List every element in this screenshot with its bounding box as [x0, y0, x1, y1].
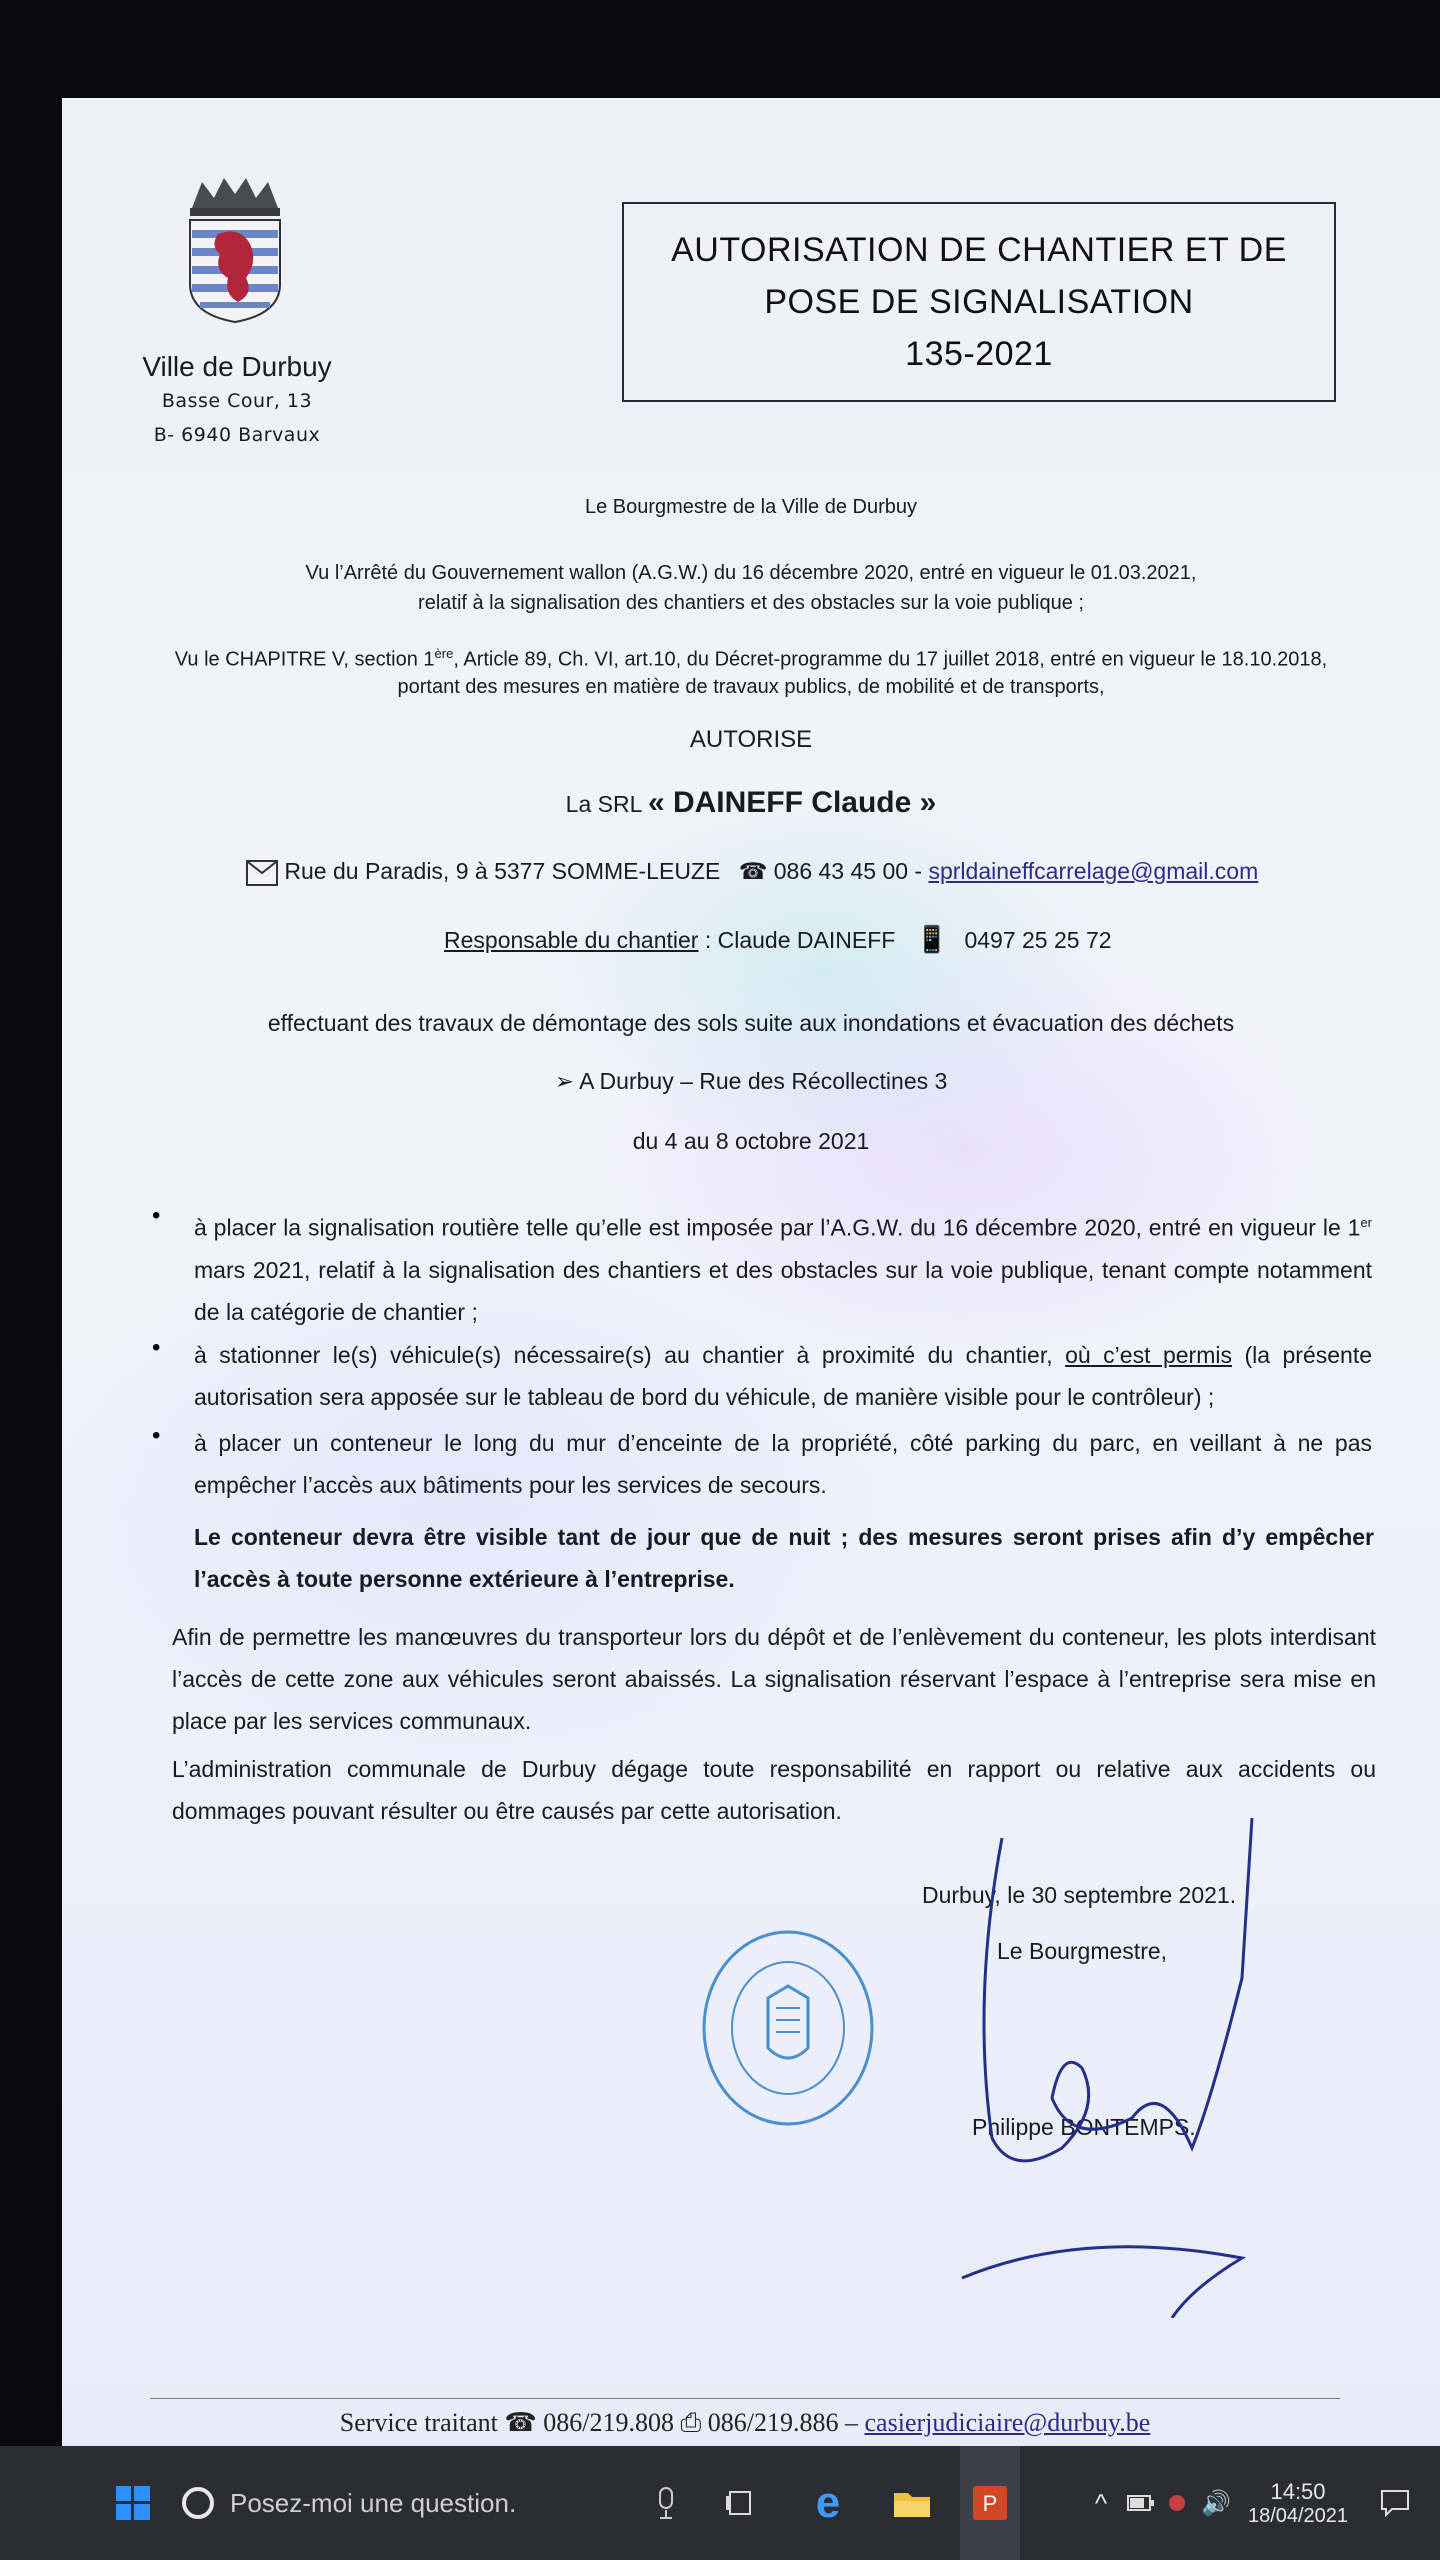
network-icon[interactable]	[1160, 2446, 1194, 2560]
responsable-line	[444, 924, 1344, 955]
vu-agw-line1: Vu l’Arrêté du Gouvernement wallon (A.G.W.) du 16 décembre 2020, entré en vigueur le 01.03.2021,	[305, 562, 1197, 584]
srl-name: « DAINEFF Claude »	[647, 786, 937, 819]
responsable-phone: 0497 25 25 72	[964, 927, 1112, 953]
contact-address: Rue du Paradis, 9 à 5377 SOMME-LEUZE	[284, 858, 721, 884]
title-line-1: AUTORISATION DE CHANTIER ET DE	[671, 231, 1287, 269]
search-placeholder: Posez-moi une question.	[230, 2487, 517, 2518]
edge-icon: e	[815, 2478, 841, 2527]
cortana-circle-icon	[180, 2485, 216, 2521]
mobile-phone-icon: 📱	[915, 924, 949, 954]
arrow-bullet-icon: ➢	[554, 1068, 580, 1094]
clock-date: 18/04/2021	[1247, 2504, 1349, 2527]
fax-icon: ⎙	[680, 2408, 708, 2437]
paragraph-manoeuvres: Afin de permettre les manœuvres du transporteur lors du dépôt et de l’enlèvement du conteneur, les plots interdisant l’accès de cette zone aux véhicules seront abaissés. La signalisation réservant l’espace à l’entreprise sera mise en place par les services communaux.	[172, 1624, 1376, 1734]
contact-phone: 086 43 45 00 -	[773, 858, 923, 884]
signature-name: Philippe BONTEMPS.	[972, 2114, 1196, 2140]
windows-start-button[interactable]	[108, 2446, 158, 2560]
signature-scribble	[942, 1818, 1262, 2318]
bullet-item-stationnement: • à stationner le(s) véhicule(s) nécessaire(s) au chantier à proximité du chantier, où c’est permis (la présente autorisation sera apposée sur le tableau de bord du véhicule, de manière visible pour le contrôleur) ;	[152, 1334, 1372, 1410]
ville-address-line2: B- 6940 Barvaux	[153, 424, 321, 446]
phone-icon: ☎	[504, 2408, 544, 2437]
vu-decret-line2: portant des mesures en matière de travaux publics, de mobilité et de transports,	[397, 676, 1105, 698]
letter-icon	[246, 860, 278, 886]
phone-icon: ☎	[738, 858, 768, 884]
powerpoint-button[interactable]	[960, 2446, 1020, 2560]
folder-icon	[892, 2487, 932, 2519]
document-title-box	[622, 202, 1336, 402]
footer-email-link[interactable]: casierjudiciaire@durbuy.be	[864, 2408, 1151, 2437]
footer-divider	[150, 2398, 1340, 2399]
battery-icon[interactable]	[1124, 2446, 1158, 2560]
file-explorer-button[interactable]	[886, 2446, 938, 2560]
ville-name: Ville de Durbuy	[142, 351, 332, 382]
notification-icon	[1380, 2489, 1410, 2517]
document-page	[62, 98, 1440, 2450]
cortana-search-box[interactable]	[180, 2446, 680, 2560]
volume-icon[interactable]: 🔊	[1201, 2489, 1231, 2517]
bullet-item-conteneur: • à placer un conteneur le long du mur d’enceinte de la propriété, côté parking du parc, en veillant à ne pas empêcher l’accès aux bâtiments pour les services de secours.	[152, 1422, 1372, 1498]
show-hidden-icons-chevron-icon[interactable]: ^	[1094, 2487, 1108, 2518]
microphone-icon	[656, 2486, 676, 2520]
vu-agw-line2: relatif à la signalisation des chantiers et des obstacles sur la voie publique ;	[418, 592, 1084, 614]
taskbar	[0, 2446, 1440, 2560]
task-view-button[interactable]	[718, 2446, 762, 2560]
dates-line: du 4 au 8 octobre 2021	[632, 1128, 870, 1154]
footer-service: Service traitant ☎ 086/219.808 ⎙ 086/219.886 – casierjudiciaire@durbuy.be	[339, 2408, 1151, 2437]
signature-date: Durbuy, le 30 septembre 2021.	[922, 1882, 1237, 1908]
paragraph-responsabilite: L’administration communale de Durbuy dégage toute responsabilité en rapport ou relative aux accidents ou dommages pouvant résulter ou être causés par cette autorisation.	[172, 1756, 1376, 1824]
action-center-button[interactable]	[1370, 2446, 1420, 2560]
windows-logo-icon	[116, 2486, 150, 2520]
vu-decret-line1: Vu le CHAPITRE V, section 1ère, Article 89, Ch. VI, art.10, du Décret-programme du 17 juillet 2018, entré en vigueur le 18.10.2018,	[174, 646, 1328, 671]
taskbar-clock[interactable]	[1248, 2446, 1348, 2560]
task-view-icon	[724, 2488, 756, 2518]
bullet-item-signalisation: • à placer la signalisation routière telle qu’elle est imposée par l’A.G.W. du 16 décembre 2020, entré en vigueur le 1er mars 2021, relatif à la signalisation des chantiers et des obstacles sur la voie publique, tenant compte notamment de la catégorie de chantier ;	[152, 1202, 1372, 1325]
microphone-button[interactable]	[646, 2446, 686, 2560]
bold-note: Le conteneur devra être visible tant de jour que de nuit ; des mesures seront prises afin d’y empêcher l’accès à toute personne extérieure à l’entreprise.	[194, 1524, 1374, 1592]
bourgmestre-line: Le Bourgmestre de la Ville de Durbuy	[584, 496, 918, 518]
title-number: 135-2021	[905, 335, 1053, 373]
edge-browser-button[interactable]	[804, 2446, 852, 2560]
title-line-2: POSE DE SIGNALISATION	[764, 283, 1194, 321]
responsable-name: : Claude DAINEFF	[704, 927, 896, 953]
powerpoint-icon	[971, 2484, 1009, 2522]
contact-email-link[interactable]: sprldaineffcarrelage@gmail.com	[928, 858, 1259, 884]
autorise-heading: AUTORISE	[689, 726, 813, 753]
srl-line: La SRL « DAINEFF Claude »	[565, 786, 937, 819]
responsable-label: Responsable du chantier	[444, 927, 699, 953]
contact-line	[246, 858, 1346, 886]
travaux-line: effectuant des travaux de démontage des sols suite aux inondations et évacuation des déchets	[267, 1010, 1235, 1036]
signature-role: Le Bourgmestre,	[997, 1938, 1168, 1964]
svg-text:P: P	[982, 2491, 998, 2516]
ville-address-line1: Basse Cour, 13	[161, 390, 313, 412]
durbuy-crest-icon	[180, 174, 290, 324]
clock-time: 14:50	[1270, 2478, 1326, 2504]
official-stamp-icon	[698, 1928, 878, 2128]
lieu-line: ➢ A Durbuy – Rue des Récollectines 3	[554, 1068, 948, 1094]
